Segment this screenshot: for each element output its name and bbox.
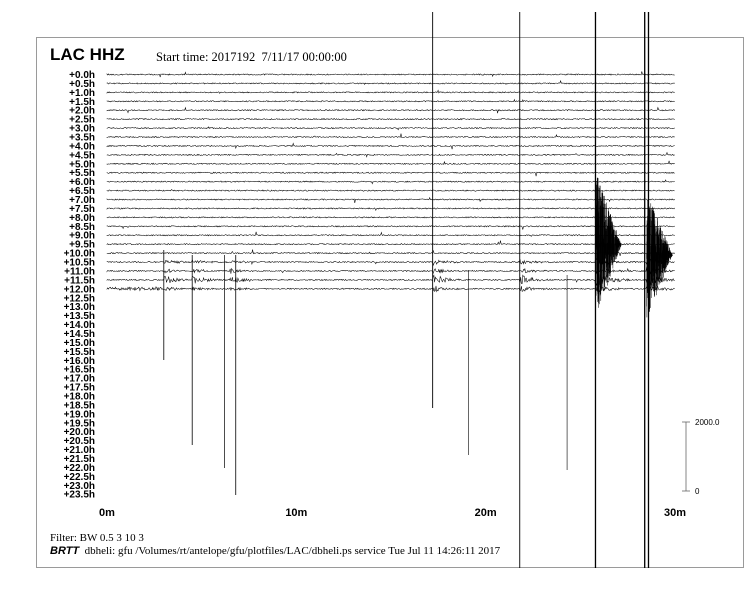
hour-label: +19.5h: [63, 418, 95, 430]
hour-label: +1.5h: [69, 96, 95, 108]
hour-label: +6.5h: [69, 186, 95, 198]
trace-row: [107, 153, 675, 157]
trace-row: [107, 241, 675, 245]
trace-row: [107, 143, 675, 149]
trace-row: [107, 100, 675, 102]
trace-row: [107, 81, 675, 85]
hour-label: +16.5h: [63, 364, 95, 376]
trace-row: [107, 172, 675, 176]
hour-label: +22.0h: [63, 462, 95, 474]
hour-label: +0.0h: [69, 70, 95, 81]
hour-label: +6.0h: [69, 177, 95, 189]
trace-row: [107, 224, 675, 230]
hour-label: +15.0h: [63, 337, 95, 349]
hour-label: +9.0h: [69, 230, 95, 242]
hour-label: +22.5h: [63, 471, 95, 483]
x-tick-label: 20m: [474, 507, 497, 519]
brand-label: BRTT: [50, 545, 80, 557]
hour-label: +3.0h: [69, 123, 95, 135]
hour-label: +16.0h: [63, 355, 95, 367]
hour-label: +15.5h: [63, 346, 95, 358]
trace-row: [107, 189, 675, 191]
hour-label: +17.0h: [63, 373, 95, 385]
hour-label: +8.0h: [69, 212, 95, 224]
trace-row: [107, 217, 675, 218]
amplitude-scale: [682, 418, 720, 496]
x-tick-label: 0m: [99, 507, 115, 519]
hour-label: +5.5h: [69, 168, 95, 180]
hour-label: +23.0h: [63, 480, 95, 492]
trace-row: [107, 127, 675, 130]
trace-row: [107, 134, 675, 138]
hour-label: +3.5h: [69, 132, 95, 144]
hour-label: +7.0h: [69, 195, 95, 207]
station-title: LAC HHZ: [50, 45, 125, 64]
hour-label: +12.5h: [63, 293, 95, 305]
hour-label: +19.0h: [63, 409, 95, 421]
trace-row: [107, 250, 675, 256]
trace-row: [107, 71, 675, 77]
hour-label: +4.5h: [69, 150, 95, 162]
footer-info: [50, 545, 500, 557]
footer-info-text: dbheli: gfu /Volumes/rt/antelope/gfu/plotfiles/LAC/dbheli.ps service Tue Jul 11 14:26:11 2017: [79, 545, 501, 557]
trace-row: [107, 90, 675, 93]
trace-row: [107, 198, 675, 203]
hour-label: +2.5h: [69, 114, 95, 126]
hour-label: +14.0h: [63, 320, 95, 332]
hour-label: +10.5h: [63, 257, 95, 269]
hour-label: +7.5h: [69, 203, 95, 215]
hour-label: +8.5h: [69, 221, 95, 233]
hour-label: +9.5h: [69, 239, 95, 251]
hour-label: +14.5h: [63, 328, 95, 340]
hour-label: +18.5h: [63, 400, 95, 412]
hour-label: +21.0h: [63, 445, 95, 457]
hour-label: +2.0h: [69, 105, 95, 117]
hour-label: +0.5h: [69, 78, 95, 90]
trace-row: [107, 119, 675, 120]
hour-label: +4.0h: [69, 141, 95, 153]
hour-label-group: [64, 70, 95, 501]
trace-row: [107, 161, 675, 165]
hour-label: +18.0h: [63, 391, 95, 403]
trace-row: [107, 180, 675, 184]
hour-label: +11.0h: [64, 266, 95, 278]
event-coda: [596, 173, 622, 317]
hour-label: +20.5h: [63, 436, 95, 448]
event-spike-group: [164, 12, 673, 568]
hour-label: +5.0h: [69, 159, 95, 171]
x-axis: [99, 507, 686, 519]
x-tick-label: 10m: [285, 507, 308, 519]
trace-row: [107, 208, 675, 210]
start-time-label: Start time: 2017192 7/11/17 00:00:00: [156, 50, 347, 64]
x-tick-label: 30m: [663, 507, 687, 519]
hour-label: +12.0h: [63, 284, 95, 296]
hour-label: +10.0h: [63, 248, 95, 260]
hour-label: +11.5h: [64, 275, 95, 287]
hour-label: +13.0h: [63, 302, 95, 314]
hour-label: +17.5h: [63, 382, 95, 394]
hour-label: +23.5h: [63, 489, 95, 501]
hour-label: +21.5h: [63, 453, 95, 465]
scale-max-label: 2000.0: [695, 418, 720, 427]
hour-label: +1.0h: [69, 87, 95, 99]
scale-min-label: 0: [695, 487, 700, 496]
hour-label: +13.5h: [63, 311, 95, 323]
hour-label: +20.0h: [63, 427, 95, 439]
trace-row: [107, 232, 675, 237]
trace-row: [107, 108, 675, 114]
filter-label: Filter: BW 0.5 3 10 3: [50, 532, 144, 544]
